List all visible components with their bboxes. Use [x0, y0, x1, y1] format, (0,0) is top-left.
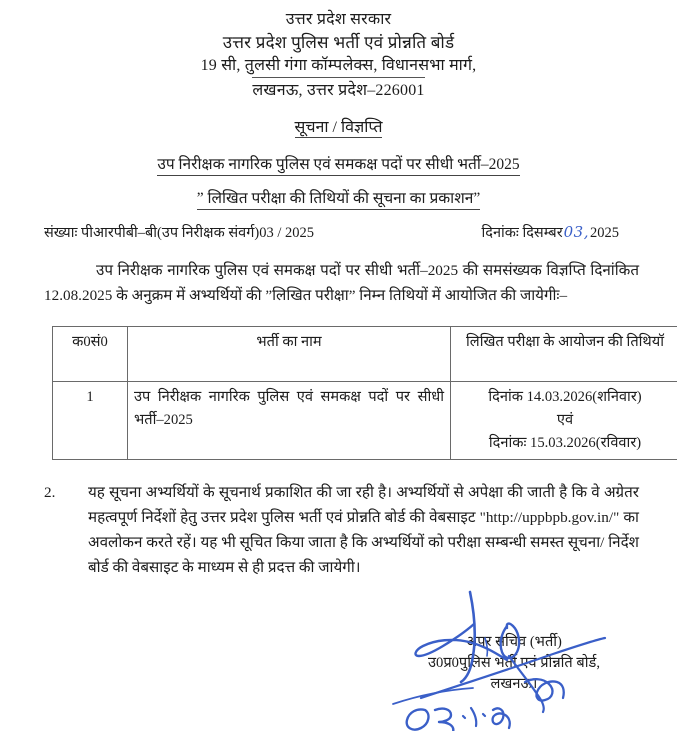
exam-date-conjunction: एवं	[556, 412, 574, 428]
notice-subtitle-text: ” लिखित परीक्षा की तिथियों की सूचना का प्रकाशन”	[197, 190, 480, 210]
paragraph-one: उप निरीक्षक नागरिक पुलिस एवं समकक्ष पदों पर सीधी भर्ती–2025 की समसंख्यक विज्ञप्ति दिनांकित 12.08.2025 के अनुक्रम में अभ्यर्थियों की ”लिखित परीक्षा” निम्न तिथियों में आयोजित की जायेगीः–	[44, 262, 639, 304]
signature-block	[389, 632, 639, 695]
table-row	[53, 382, 677, 460]
column-header-exam-dates: लिखित परीक्षा के आयोजन की तिथियॉ	[451, 327, 677, 382]
column-header-recruitment-name: भर्ती का नाम	[128, 327, 451, 382]
cell-exam-dates	[451, 382, 677, 460]
paragraph-two-number: 2.	[44, 484, 56, 501]
exam-schedule-table-wrapper	[32, 326, 664, 460]
document-type-text: सूचना / विज्ञप्ति	[294, 119, 383, 136]
letterhead	[32, 8, 645, 102]
issue-date-year: 2025	[590, 225, 619, 241]
reference-date-row	[32, 222, 645, 242]
issue-date-prefix: दिनांकः दिसम्बर	[481, 225, 563, 241]
exam-schedule-table	[52, 326, 677, 460]
paragraph-two-text-before-url: यह सूचना अभ्यर्थियों के सूचनार्थ प्रकाशित की जा रही है। अभ्यर्थियों से अपेक्षा की जाती है कि वे अग्रेतर महत्वपूर्ण निर्देशों हेतु उत्तर प्रदेश पुलिस भर्ती एवं प्रोन्नति बोर्ड की वेबसाइट	[88, 484, 639, 526]
city-pincode-line: लखनऊ, उत्तर प्रदेश–226001	[252, 77, 424, 102]
table-header-row	[53, 327, 677, 382]
exam-date-first: दिनांक 14.03.2026(शनिवार)	[488, 389, 642, 405]
signatory-city: लखनऊ।	[490, 676, 538, 692]
paragraph-two-text	[88, 480, 639, 580]
paragraph-two-text-after-url: का अवलोकन करते रहें। यह भी सूचित किया जाता है कि अभ्यर्थियों को परीक्षा सम्बन्धी समस्त सूचना/ निर्देश बोर्ड की वेबसाइट के माध्यम से ही प्रदत्त की जायेगी।	[88, 509, 639, 576]
board-name: उत्तर प्रदेश पुलिस भर्ती एवं प्रोन्नति बोर्ड	[222, 33, 455, 52]
column-header-serial: क0सं0	[53, 327, 128, 382]
signatory-designation: अपर सचिव (भर्ती)	[466, 634, 562, 650]
government-name: उत्तर प्रदेश सरकार	[285, 11, 392, 28]
issue-date-handwritten-day: 03,	[563, 223, 589, 241]
address-line: 19 सी, तुलसी गंगा कॉम्पलेक्स, विधानसभा मार्ग,	[200, 57, 477, 74]
document-type-heading	[32, 115, 645, 137]
cell-recruitment-name: उप निरीक्षक नागरिक पुलिस एवं समकक्ष पदों पर सीधी भर्ती–2025	[128, 382, 451, 460]
recruitment-title-text: उप निरीक्षक नागरिक पुलिस एवं समकक्ष पदों पर सीधी भर्ती–2025	[157, 156, 519, 176]
exam-date-second: दिनांकः 15.03.2026(रविवार)	[488, 435, 642, 451]
reference-number: संख्याः पीआरपीबी–बी(उप निरीक्षक संवर्ग)03 / 2025	[44, 225, 314, 241]
board-website-url: "http://uppbpb.gov.in/"	[479, 509, 620, 526]
paragraph-two	[32, 480, 645, 580]
issue-date	[482, 222, 642, 242]
cell-serial-number: 1	[53, 382, 128, 460]
recruitment-title	[32, 152, 645, 174]
notice-subtitle	[32, 186, 645, 208]
signatory-organisation: उ0प्र0पुलिस भर्ती एवं प्रोन्नति बोर्ड,	[428, 655, 600, 671]
